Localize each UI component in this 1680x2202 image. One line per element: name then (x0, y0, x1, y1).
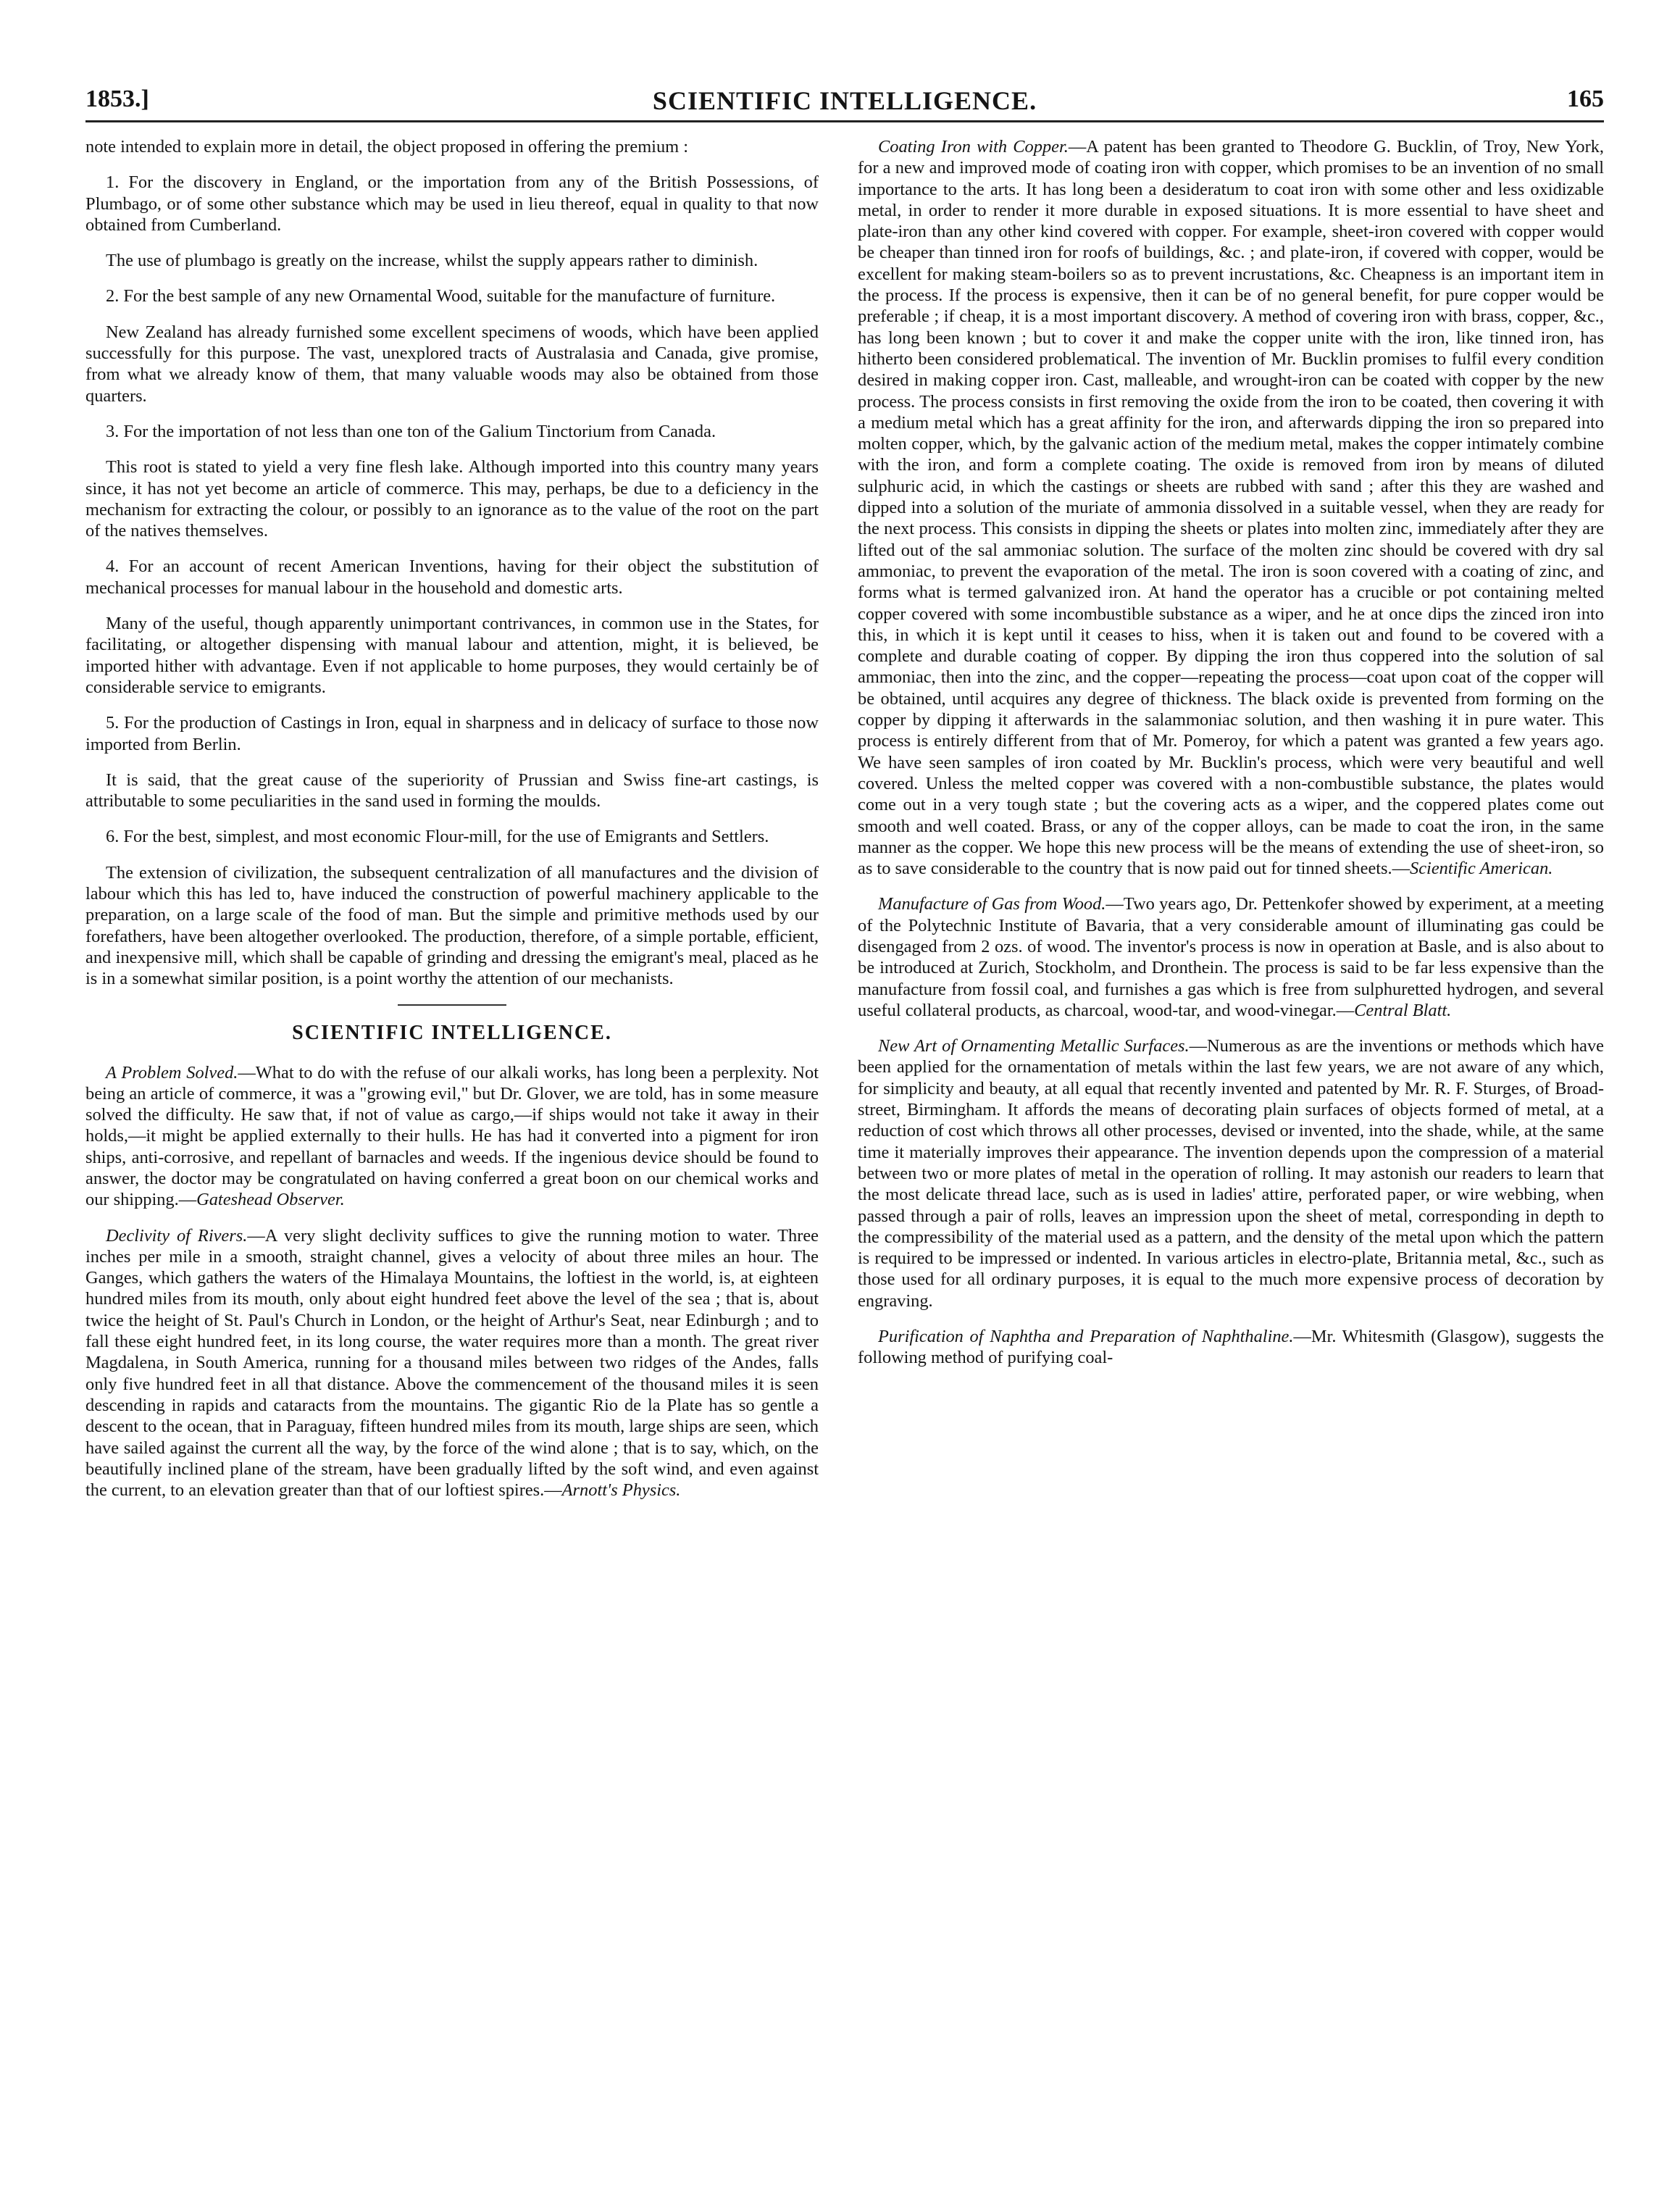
running-head (85, 86, 1604, 129)
paragraph: Many of the useful, though apparently unimportant contrivances, in common use in the States, for facilitating, or altogether dispensing with manual labour and attention, might, it is believed, be imported hither with advantage. Even if not applicable to home purposes, they would certainly be of considerable service to emigrants. (85, 614, 819, 697)
article-body: —A patent has been granted to Theodore G. Bucklin, of Troy, New York, for a new and improved mode of coating iron with copper, which promises to be an invention of no small importance to the arts. It has long been a desideratum to coat iron with some other and less oxidizable metal, in order to render it more durable in exposed situations. It is more essential to have sheet and plate-iron than any other kind covered with copper. For example, sheet-iron covered with copper would be cheaper than tinned iron for roofs of buildings, &c. ; and plate-iron, if covered with copper, would be excellent for making steam-boilers so as to prevent incrustations, &c. Cheapness is an important item in the process. If the process is expensive, then it can be of no general benefit, for pure copper would be preferable ; if cheap, it is a most important discovery. A method of covering iron with brass, copper, &c., has long been known ; but to cover it and make the copper unite with the iron, like tinned iron, has hitherto been considered problematical. The invention of Mr. Bucklin promises to fulfil every condition desired in making copper iron. Cast, malleable, and wrought-iron can be coated with copper by the new process. The process consists in first removing the oxide from the iron to be coated, then covering it with a medium metal which has a great affinity for the iron, and afterwards dipping the iron so prepared into molten copper, which, by the galvanic action of the medium metal, makes the copper intimately combine with the iron, and form a complete coating. The oxide is removed from iron by means of diluted sulphuric acid, in which the castings or sheets are rubbed with sand ; after this they are washed and dipped into a solution of the muriate of ammonia dissolved in a suitable vessel, when they are ready for the next process. This consists in dipping the sheets or plates into molten zinc, immediately after they are lifted out of the sal ammoniac solution. The surface of the molten zinc should be covered with dry sal ammoniac, to prevent the evaporation of the metal. The iron is soon covered with a coating of zinc, and forms what is termed galvanized iron. At hand the operator has a crucible or pot containing melted copper covered with some incombustible substance as a wiper, and he at once dips the zinced iron into this, in which it is kept until it ceases to hiss, when it is taken out and found to be covered with a complete and durable coating of copper. By dipping the iron thus coppered into the solution of sal ammoniac, then into the zinc, and the copper—repeating the process—coat upon coat of the copper will be obtained, until acquires any degree of thickness. The black oxide is prevented from forming on the copper by dipping it afterwards in the salammoniac solution, and then washing it in pure water. This process is entirely different from that of Mr. Pomeroy, for which a patent was granted a few years ago. We have seen samples of iron coated by Mr. Bucklin's process, which were very beautiful and well covered. Unless the melted copper was covered with a non-combustible substance, the plates would come out in a very tough state ; but the covering acts as a wiper, and the coppered plates come out smooth and well coated. Brass, or any of the copper alloys, can be made to coat the iron, in the same manner as the copper. We hope this new process will be the means of extending the use of sheet-iron, so as to save considerable to the country that is now paid out for tinned sheets.— (858, 137, 1604, 879)
article-title: Purification of Naphtha and Preparation of Naphthaline. (878, 1327, 1294, 1347)
article-body: —Mr. Whitesmith (Glasgow), suggests the following method of purifying coal- (858, 1327, 1604, 1368)
article-title: Coating Iron with Copper. (878, 137, 1069, 157)
article-source: Central Blatt. (1354, 1000, 1452, 1020)
article-source: Gateshead Observer. (196, 1190, 345, 1210)
paragraph: 2. For the best sample of any new Ornamental Wood, suitable for the manufacture of furniture. (106, 286, 776, 306)
article-declivity-of-rivers (85, 1225, 819, 1501)
paragraph: The use of plumbago is greatly on the increase, whilst the supply appears rather to diminish. (106, 251, 758, 271)
paragraph: 5. For the production of Castings in Iron, equal in sharpness and in delicacy of surface to those now imported from Berlin. (85, 713, 819, 754)
left-column (85, 136, 819, 2165)
paragraph: 3. For the importation of not less than one ton of the Galium Tinctorium from Canada. (106, 421, 716, 441)
paragraph: note intended to explain more in detail, the object proposed in offering the premium : (85, 137, 688, 157)
article-title: A Problem Solved. (106, 1062, 238, 1083)
article-source: Scientific American. (1410, 859, 1553, 879)
article-body: —Two years ago, Dr. Pettenkofer showed by experiment, at a meeting of the Polytechnic Institute of Bavaria, that a very considerable amount of illuminating gas could be disengaged from 2 ozs. of wood. The inventor's process is now in operation at Basle, and is also about to be introduced at Zurich, Stockholm, and Dronthein. The process is said to be far less expensive than the manufacture from fossil coal, and furnishes a gas which is free from sulphuretted hydrogen, and several useful collateral products, as charcoal, wood-tar, and wood-vinegar.— (858, 894, 1604, 1020)
paragraph: The extension of civilization, the subsequent centralization of all manufactures and the division of labour which this has led to, have induced the construction of powerful machinery applicable to the preparation, on a large scale of the food of man. But the simple and primitive methods used by our forefathers, have been altogether overlooked. The production, therefore, of a simple portable, efficient, and inexpensive mill, which shall be capable of grinding and dressing the emigrant's meal, placed as he is in a somewhat similar position, is a point worthy the attention of our mechanists. (85, 862, 819, 989)
article-source: Arnott's Physics. (561, 1480, 681, 1501)
header-title: SCIENTIFIC INTELLIGENCE. (652, 86, 1037, 115)
section-heading: SCIENTIFIC INTELLIGENCE. (292, 1021, 612, 1044)
section-divider (398, 1004, 506, 1006)
paragraph: New Zealand has already furnished some excellent specimens of woods, which have been applied successfully for this purpose. The vast, unexplored tracts of Australasia and Canada, give promise, from what we already know of them, that many valuable woods may also be obtained from those quarters. (85, 322, 819, 406)
header-rule (85, 120, 1604, 122)
article-ornamenting-metallic-surfaces (858, 1035, 1604, 1311)
paragraph: 4. For an account of recent American Inventions, having for their object the substitution of mechanical processes for manual labour in the household and domestic arts. (85, 556, 819, 598)
article-title: Declivity of Rivers. (106, 1225, 248, 1246)
article-body: —Numerous as are the inventions or methods which have been applied for the ornamentation of metals within the last few years, we are not aware of any which, for simplicity and beauty, at all equal that recently invented and patented by Mr. R. F. Sturges, of Broad-street, Birmingham. It affords the means of decorating plain surfaces of objects formed of metal, at a reduction of cost which throws all other processes, devised or invented, into the shade, while, at the same time it materially improves their appearance. The invention depends upon the compression of a material between two or more plates of metal in the operation of rolling. It may astonish our readers to learn that the most delicate thread lace, such as is used in ladies' attire, perforated paper, or wire webbing, when passed through a pair of rolls, leaves an impression upon the sheet of metal, corresponding in depth to the compressibility of the material used as a pattern, and the density of the metal upon which the pattern is required to be impressed or indented. In various articles in electro-plate, Britannia metal, &c., such as those used for all ordinary purposes, it is equal to the much more expensive process of decoration by engraving. (858, 1036, 1604, 1311)
article-title: New Art of Ornamenting Metallic Surfaces. (878, 1036, 1190, 1056)
article-gas-from-wood (858, 893, 1604, 1021)
paragraph: 6. For the best, simplest, and most economic Flour-mill, for the use of Emigrants and Settlers. (106, 827, 769, 847)
article-body: —A very slight declivity suffices to give the running motion to water. Three inches per mile in a smooth, straight channel, gives a velocity of about three miles an hour. The Ganges, which gathers the waters of the Himalaya Mountains, the loftiest in the world, is, at eighteen hundred miles from its mouth, only about eight hundred feet above the level of the sea ; that is, about twice the height of St. Paul's Church in London, or the height of Arthur's Seat, near Edinburgh ; and to fall these eight hundred feet, in its long course, the water requires more than a month. The great river Magdalena, in South America, running for a thousand miles between two ridges of the Andes, falls only five hundred feet in all that distance. Above the commencement of the thousand miles it is seen descending in rapids and cataracts from the mountains. The gigantic Rio de la Plate has so gentle a descent to the ocean, that in Paraguay, fifteen hundred miles from its mouth, large ships are seen, which have sailed against the current all the way, by the force of the wind alone ; that is to say, which, on the beautifully inclined plane of the stream, have been gradually lifted by the soft wind, and even against the current, to an elevation greater than that of our loftiest spires.— (85, 1225, 819, 1501)
page-number: 165 (1567, 86, 1604, 112)
article-body: —What to do with the refuse of our alkali works, has long been a perplexity. Not being an article of commerce, it was a "growing evil," but Dr. Glover, we are told, has in some measure solved the difficulty. He saw that, if not of value as cargo,—if ships would not take it away in their holds,—it might be applied externally to their hulls. He has had it converted into a pigment for iron ships, anti-corrosive, and repellant of barnacles and weeds. If the ingenious device should be found to answer, the doctor may be congratulated on having conferred a great boon on our chemical works and our shipping.— (85, 1062, 819, 1210)
article-title: Manufacture of Gas from Wood. (878, 894, 1106, 914)
right-column (858, 136, 1604, 2165)
header-year: 1853.] (85, 86, 149, 112)
article-purification-of-naphtha (858, 1326, 1604, 1369)
paragraph: 1. For the discovery in England, or the importation from any of the British Possessions, of Plumbago, or of some other substance which may be used in lieu thereof, equal in quality to that now obtained from Cumberland. (85, 172, 819, 235)
paragraph: This root is stated to yield a very fine flesh lake. Although imported into this country many years since, it has not yet become an article of commerce. This may, perhaps, be due to a deficiency in the mechanism for extracting the colour, or possibly to an ignorance as to the value of the root on the part of the natives themselves. (85, 457, 819, 541)
paragraph: It is said, that the great cause of the superiority of Prussian and Swiss fine-art castings, is attributable to some peculiarities in the sand used in forming the moulds. (85, 770, 819, 812)
article-problem-solved (85, 1062, 819, 1211)
article-coating-iron (858, 136, 1604, 879)
